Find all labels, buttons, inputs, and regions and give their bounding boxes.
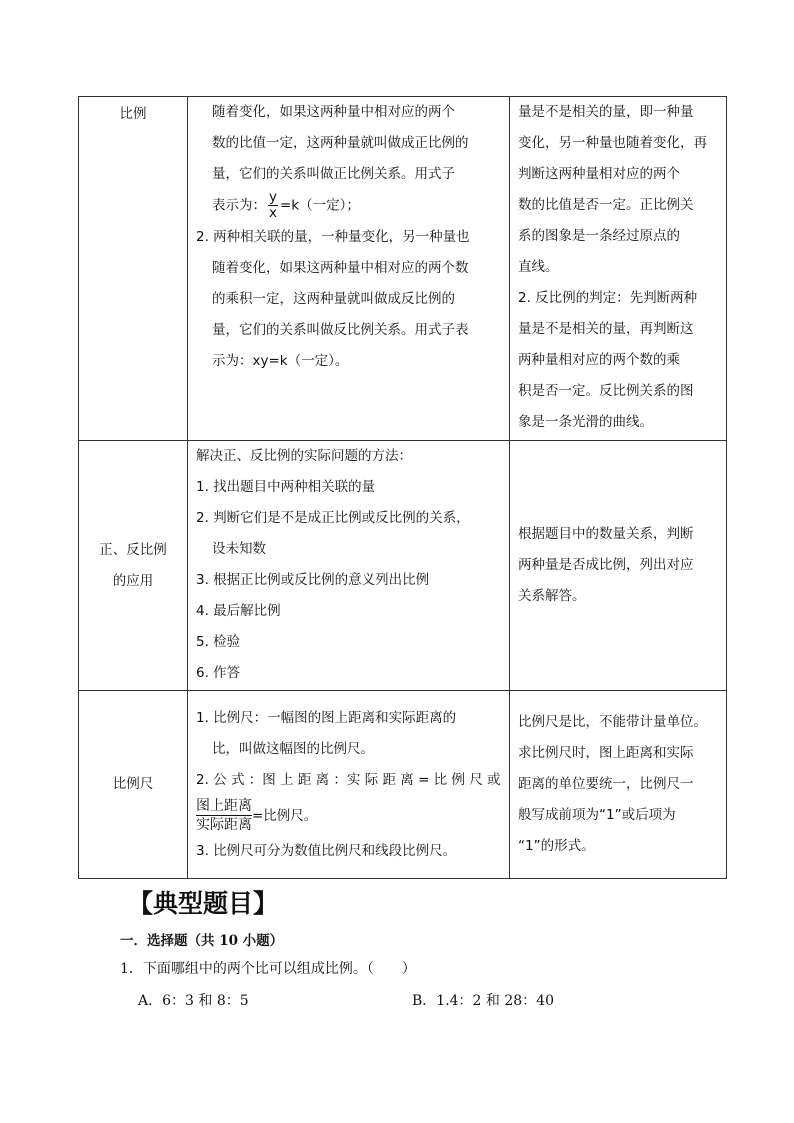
note-line: 般写成前项为“1”或后项为 (518, 807, 676, 823)
content-line: 的乘积一定，这两种量就叫做成反比例的 (212, 290, 455, 307)
note-line: 两种量是否成比例，列出对应 (518, 557, 694, 573)
note-line: 变化，另一种量也随着变化，再 (518, 135, 707, 151)
content-line: 比，叫做这幅图的比例尺。 (212, 740, 374, 757)
note-line: 量是不是相关的量，即一种量 (518, 104, 694, 120)
row-name: 比例 (79, 97, 188, 441)
row-notes (510, 97, 727, 441)
note-line: “1”的形式。 (518, 838, 595, 854)
formula-line: $\frac{\text{图上距离}}{\text{实际距离}}$ =比例尺。 (196, 798, 318, 833)
content-line: 数的比值一定，这两种量就叫做成正比例的 (212, 135, 469, 151)
note-line: 距离的单位要统一，比例尺一 (518, 776, 694, 792)
content-line: 量，它们的关系叫做反比例关系。用式子表 (212, 321, 469, 338)
content-line: 量，它们的关系叫做正比例关系。用式子 (212, 166, 455, 182)
content-line: 解决正、反比例的实际问题的方法： (196, 448, 412, 464)
row-name: 正、反比例 的应用 (79, 441, 188, 691)
row-notes (510, 691, 727, 879)
fraction-y-over-x: $\frac{y}{x}$ (269, 189, 277, 221)
content-line: 3. 根据正比例或反比例的意义列出比例 (196, 572, 430, 588)
note-line: 量是不是相关的量，再判断这 (518, 321, 694, 337)
note-line: 积是否一定。反比例关系的图 (518, 383, 694, 399)
content-line: 示为：xy=k（一定）。 (212, 352, 349, 369)
content-line: 设未知数 (212, 541, 266, 557)
content-line: 随着变化，如果这两种量中相对应的两个数 (212, 259, 469, 276)
option-a: A．6：3 和 8：5 (138, 993, 249, 1009)
content-line: 5. 检验 (196, 634, 241, 650)
content-line: 2. 两种相关联的量，一种量变化，另一种量也 (196, 228, 470, 245)
row-content (188, 97, 510, 441)
option-b: B．1.4：2 和 28：40 (412, 993, 554, 1009)
table-row (79, 97, 727, 441)
knowledge-table (78, 96, 727, 879)
note-line: 比例尺是比，不能带计量单位。 (518, 714, 707, 730)
row-notes (510, 441, 727, 691)
note-line: 判断这两种量相对应的两个 (518, 166, 680, 182)
content-line: 2. 判断它们是不是成正比例或反比例的关系， (196, 510, 470, 526)
row-content (188, 441, 510, 691)
note-line: 关系解答。 (518, 588, 586, 604)
content-line: 4. 最后解比例 (196, 603, 281, 619)
content-line: 随着变化，如果这两种量中相对应的两个 (212, 104, 455, 120)
content-line: 2. 公 式 ：图 上 距 离 ：实 际 距 离 = 比 例 尺 或 (196, 771, 501, 788)
content-line: 1. 找出题目中两种相关联的量 (196, 479, 376, 495)
fraction-map-distance: $\frac{\text{图上距离}}{\text{实际距离}}$ (196, 798, 252, 833)
note-line: 直线。 (518, 259, 559, 275)
formula-line: 表示为： $\frac{y}{x}$ =k（一定）； (212, 189, 360, 221)
question-type-heading: 一．选择题（共 10 小题） (120, 933, 284, 949)
content-line: 1. 比例尺：一幅图的图上距离和实际距离的 (196, 709, 457, 726)
note-line: 两种量相对应的两个数的乘 (518, 352, 680, 368)
table-row (79, 691, 727, 879)
note-line: 象是一条光滑的曲线。 (518, 414, 653, 430)
note-line: 根据题目中的数量关系，判断 (518, 526, 694, 542)
row-content (188, 691, 510, 879)
content-line: 3. 比例尺可分为数值比例尺和线段比例尺。 (196, 842, 457, 859)
note-line: 2. 反比例的判定：先判断两种 (518, 290, 698, 306)
note-line: 求比例尺时，图上距离和实际 (518, 745, 694, 761)
row-name: 比例尺 (79, 691, 188, 879)
question-text: 1．下面哪组中的两个比可以组成比例。（ ） (120, 961, 416, 977)
note-line: 系的图象是一条经过原点的 (518, 228, 680, 244)
content-line: 6. 作答 (196, 665, 241, 681)
note-line: 数的比值是否一定。正比例关 (518, 197, 694, 213)
table-row (79, 441, 727, 691)
section-title: 【典型题目】 (128, 889, 279, 918)
